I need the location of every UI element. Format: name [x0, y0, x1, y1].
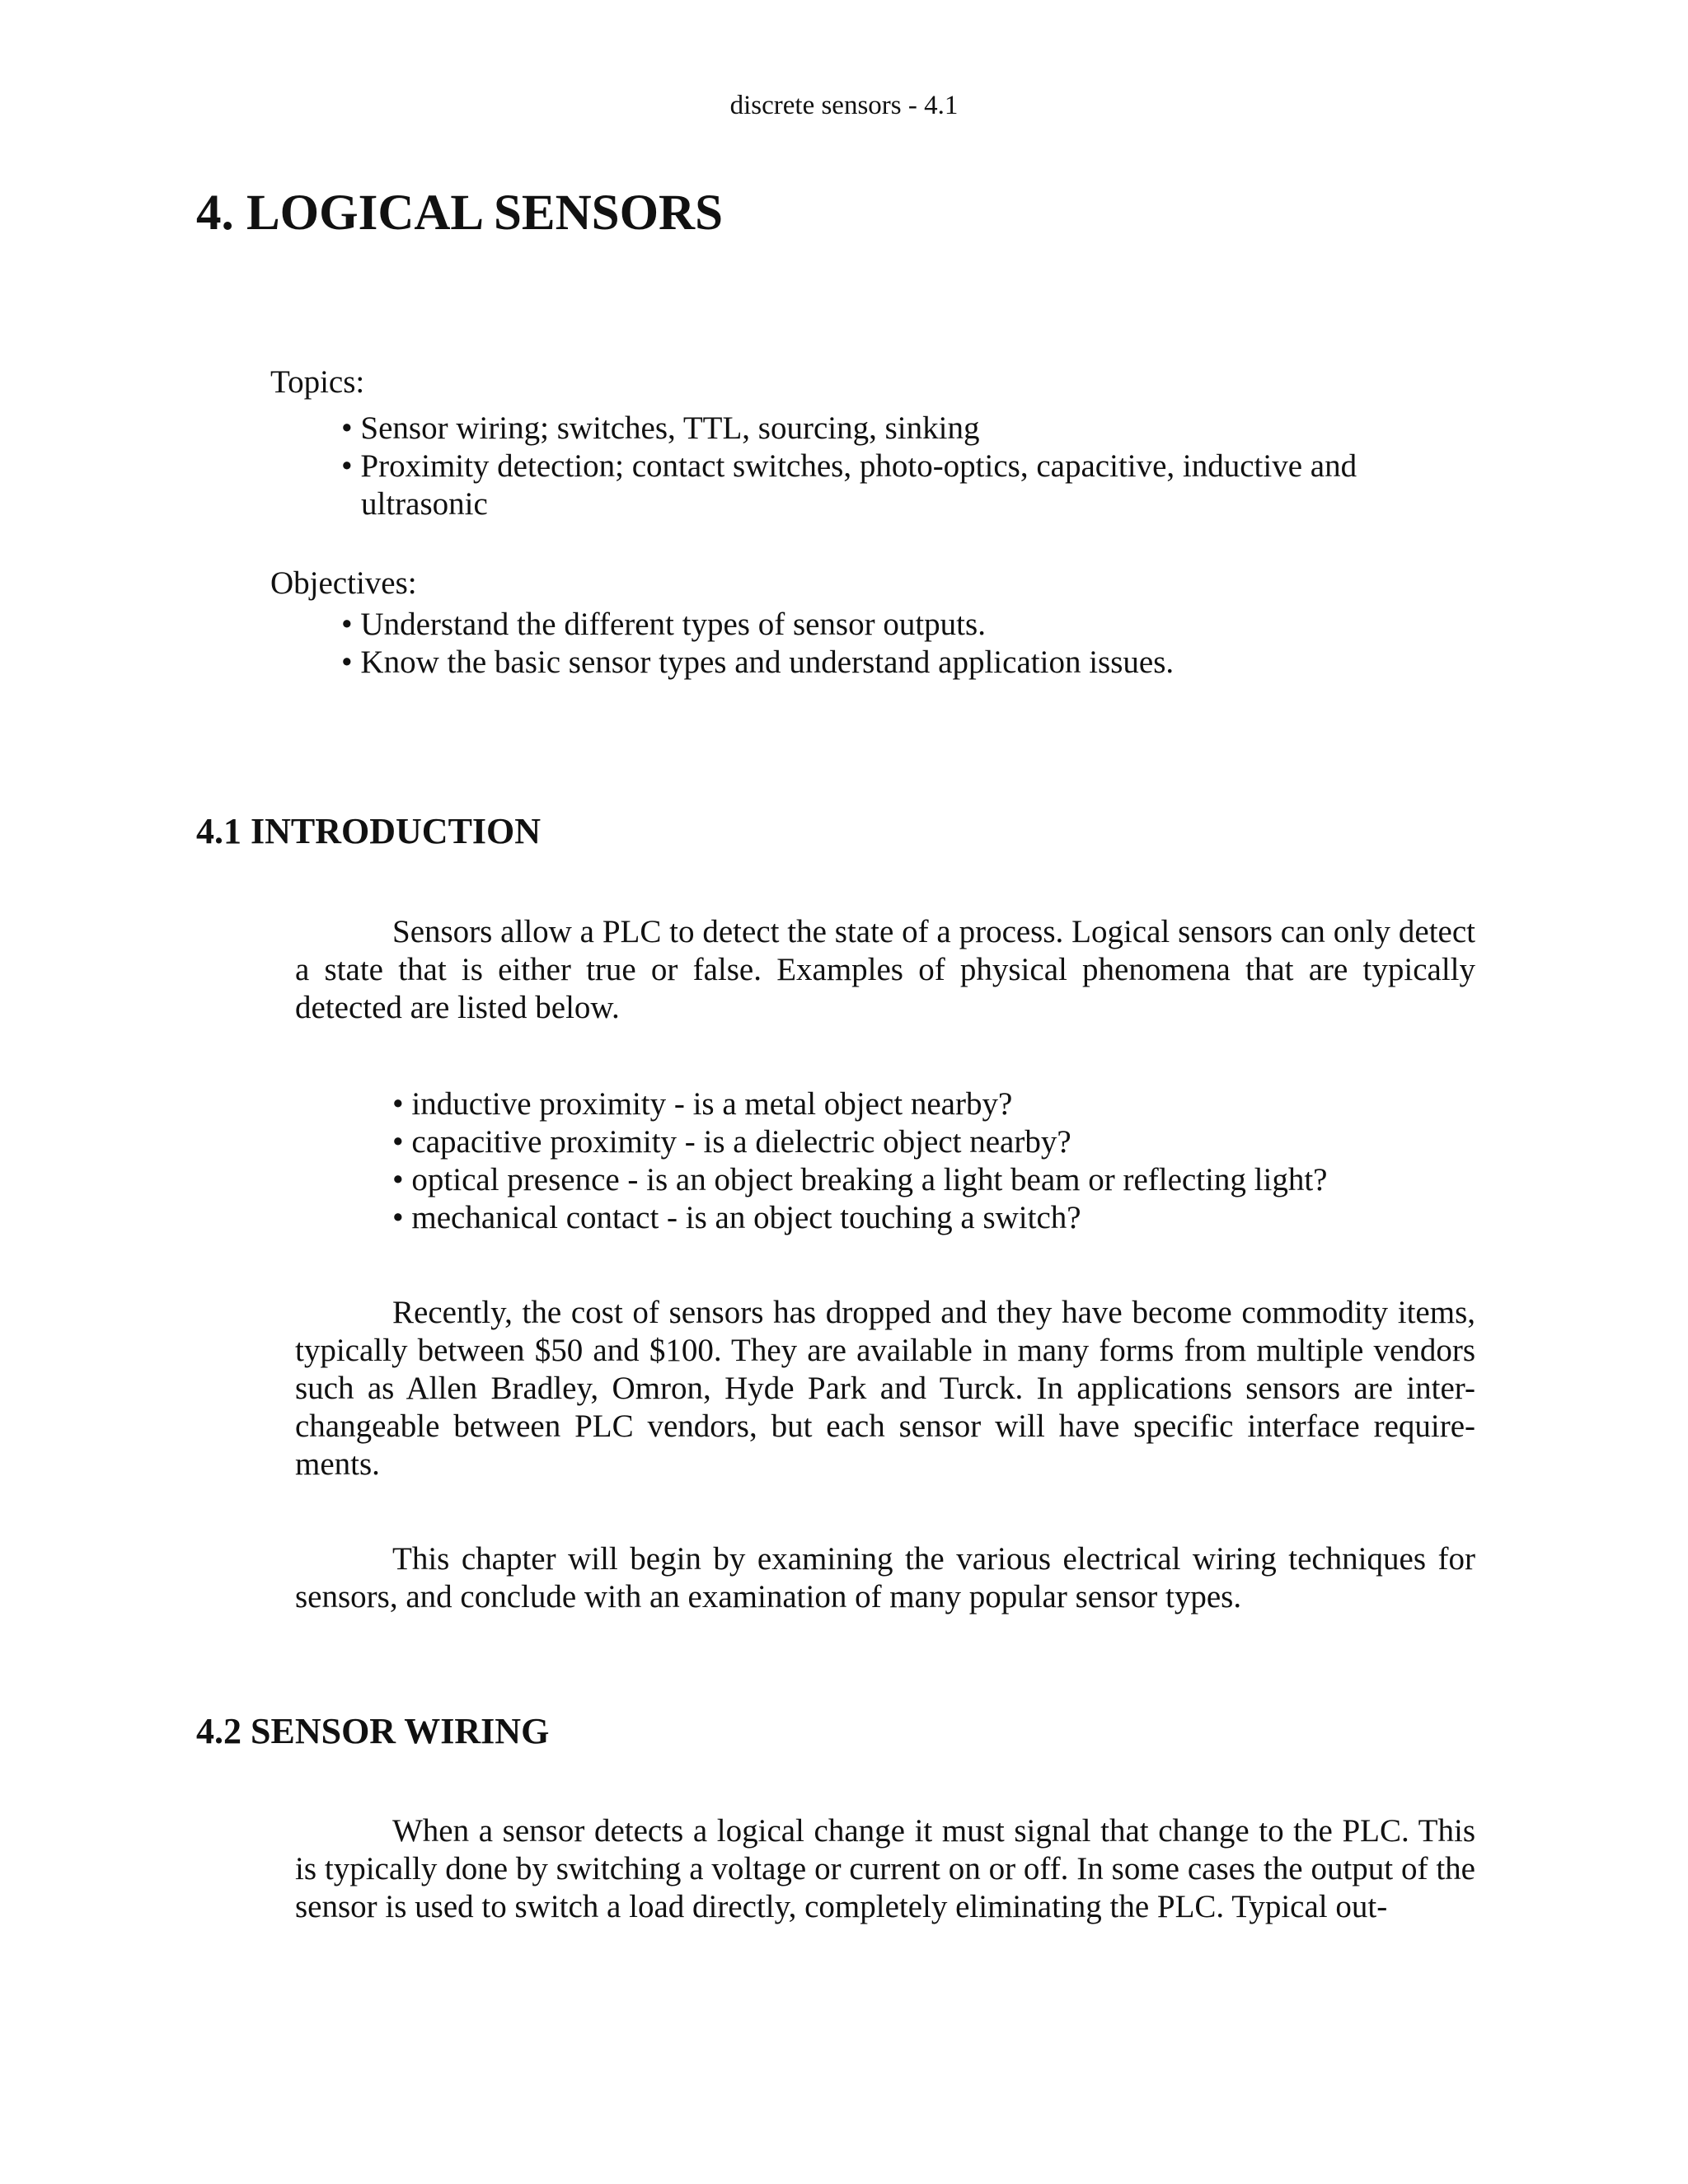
objective-item	[341, 644, 1454, 682]
intro-paragraph-2: Recently, the cost of sensors has dropped and they have become commodity items, typically between $50 and $100. They are available in many forms from multiple vendors such as Allen Bradley, Omron, Hyde Park and Turck. In applications sensors are inter-changeable between PLC vendors, but each sensor will have specific interface require-ments.	[295, 1295, 1475, 1482]
chapter-title: 4. LOGICAL SENSORS	[196, 185, 724, 241]
example-item: • mechanical contact - is an object touching a switch?	[392, 1200, 1081, 1235]
wiring-paragraph-1: When a sensor detects a logical change it must signal that change to the PLC. This is typically done by switching a voltage or current on or off. In some cases the output of the sensor is used to switch a load directly, completely eliminating the PLC. Typical out-	[295, 1813, 1475, 1924]
running-header: discrete sensors - 4.1	[729, 91, 959, 120]
example-item: • optical presence - is an object breaking a light beam or reflecting light?	[392, 1162, 1328, 1197]
section-heading-sensor-wiring: 4.2 SENSOR WIRING	[196, 1711, 550, 1751]
topic-item-text: • Proximity detection; contact switches, photo-optics, capacitive, inductive and	[341, 448, 1357, 484]
intro-paragraph-3: This chapter will begin by examining the various electrical wiring techniques for sensors, and conclude with an examination of many popular sensor types.	[295, 1541, 1475, 1615]
topic-item	[341, 410, 1454, 448]
topics-label: Topics:	[270, 364, 365, 400]
section-heading-introduction: 4.1 INTRODUCTION	[196, 811, 542, 851]
topics-list	[341, 410, 1454, 523]
example-item: • inductive proximity - is a metal object nearby?	[392, 1086, 1013, 1122]
intro-paragraph-1: Sensors allow a PLC to detect the state of a process. Logical sensors can only detect a state that is either true or false. Examples of physical phenomena that are typically detected are listed below.	[295, 914, 1475, 1025]
example-item: • capacitive proximity - is a dielectric object nearby?	[392, 1124, 1071, 1160]
objective-item-text: • Understand the different types of sensor outputs.	[341, 607, 986, 642]
objective-item-text: • Know the basic sensor types and understand application issues.	[341, 644, 1175, 680]
topic-item-text: • Sensor wiring; switches, TTL, sourcing, sinking	[341, 410, 980, 446]
topic-item-continuation: ultrasonic	[361, 486, 488, 522]
objectives-label: Objectives:	[270, 565, 417, 601]
objectives-list	[341, 606, 1454, 682]
detection-examples-list	[392, 1085, 1464, 1237]
objective-item	[341, 606, 1454, 644]
topic-item	[341, 448, 1454, 523]
